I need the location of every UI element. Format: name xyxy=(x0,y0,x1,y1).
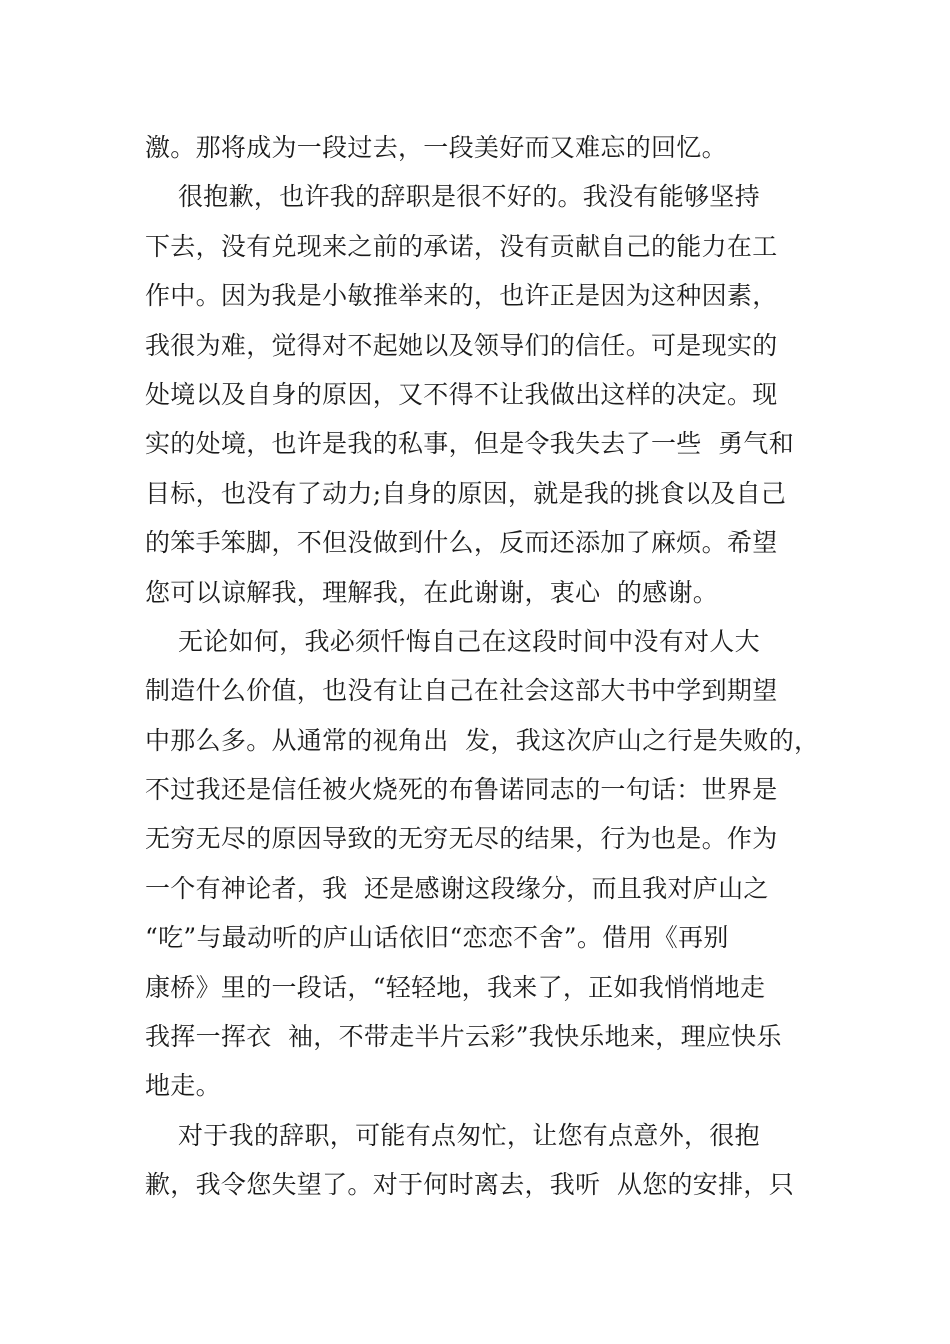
text-line: 实的处境，也许是我的私事，但是令我失去了一些 勇气和 xyxy=(145,429,794,459)
text-line: 目标，也没有了动力;自身的原因，就是我的挑食以及自己 xyxy=(145,478,787,508)
text-line: “吃”与最动听的庐山话依旧“恋恋不舍”。借用《再别 xyxy=(145,923,729,953)
text-line: 歉，我令您失望了。对于何时离去，我听 从您的安排，只 xyxy=(145,1170,794,1200)
text-line: 对于我的辞职，可能有点匆忙，让您有点意外，很抱 xyxy=(145,1120,760,1150)
body-text xyxy=(145,123,820,1210)
text-line: 康桥》里的一段话，“轻轻地，我来了，正如我悄悄地走 xyxy=(145,972,766,1002)
text-line: 很抱歉，也许我的辞职是很不好的。我没有能够坚持 xyxy=(145,182,760,212)
text-line: 地走。 xyxy=(145,1071,221,1101)
text-line: 我挥一挥衣 袖，不带走半片云彩”我快乐地来，理应快乐 xyxy=(145,1022,782,1052)
text-line: 下去，没有兑现来之前的承诺，没有贡献自己的能力在工 xyxy=(145,231,778,261)
text-line: 处境以及自身的原因，又不得不让我做出这样的决定。现 xyxy=(145,379,778,409)
text-line: 一个有神论者，我 还是感谢这段缘分，而且我对庐山之 xyxy=(145,873,769,903)
text-line: 的笨手笨脚，不但没做到什么，反而还添加了麻烦。希望 xyxy=(145,528,778,558)
text-line: 我很为难，觉得对不起她以及领导们的信任。可是现实的 xyxy=(145,330,778,360)
text-line: 无穷无尽的原因导致的无穷无尽的结果，行为也是。作为 xyxy=(145,824,778,854)
text-line: 无论如何，我必须忏悔自己在这段时间中没有对人大 xyxy=(145,626,760,656)
text-line: 中那么多。从通常的视角出 发，我这次庐山之行是失败的， xyxy=(145,725,820,755)
text-line: 激。那将成为一段过去，一段美好而又难忘的回忆。 xyxy=(145,133,727,162)
text-line: 制造什么价值，也没有让自己在社会这部大书中学到期望 xyxy=(145,676,778,706)
text-line: 不过我还是信任被火烧死的布鲁诺同志的一句话：世界是 xyxy=(145,775,778,805)
text-line: 您可以谅解我，理解我，在此谢谢，衷心 的感谢。 xyxy=(145,577,719,607)
text-line: 作中。因为我是小敏推举来的，也许正是因为这种因素， xyxy=(145,281,778,311)
